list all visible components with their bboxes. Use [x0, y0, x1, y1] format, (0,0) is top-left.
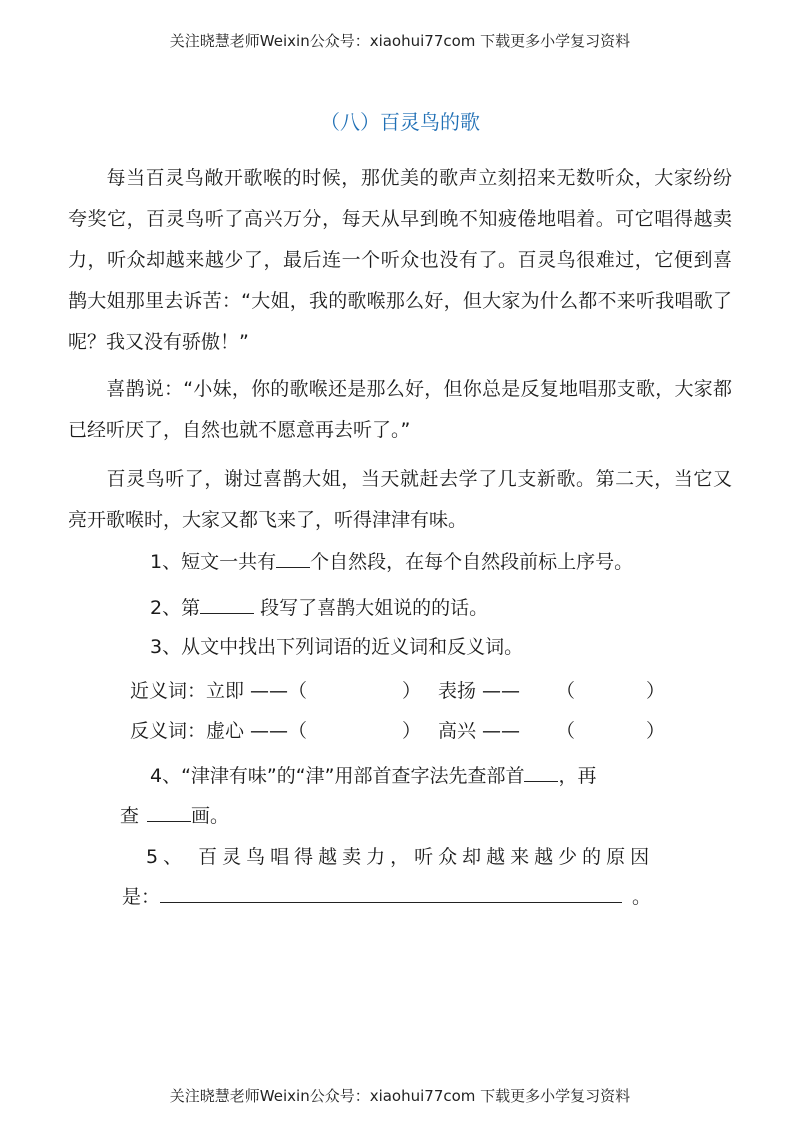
synonym-answer-close: ）: [402, 680, 422, 702]
synonym-2-close: ）: [646, 680, 666, 702]
antonym-row-1: 反义词：虚心 ——（: [130, 720, 308, 742]
page-header: 关注晓慧老师Weixin公众号：xiaohui77com 下载更多小学复习资料: [169, 32, 631, 50]
paragraph-3: 百灵鸟听了，谢过喜鹊大姐，当天就赶去学了几支新歌。第二天，当它又亮开歌喉时，大家又都飞来了，听得津津有味。: [68, 468, 732, 531]
answer-blank[interactable]: [147, 805, 191, 822]
question-4: 4、“津津有味”的“津”用部首查字法先查部首 ，再: [150, 765, 597, 787]
answer-blank[interactable]: [524, 765, 558, 782]
antonym-2-open: （: [556, 720, 576, 742]
synonym-row-2: 表扬 ——: [438, 680, 521, 702]
answer-blank[interactable]: [200, 597, 254, 614]
question-3: 3、从文中找出下列词语的近义词和反义词。: [150, 636, 524, 658]
answer-blank[interactable]: [276, 551, 310, 568]
question-5: 5、 百灵鸟唱得越卖力，听众却越来越少的原因: [146, 846, 655, 868]
question-5-cont: 是： 。: [122, 886, 652, 908]
antonym-row-2: 高兴 ——: [438, 720, 521, 742]
question-4-cont: 查 画。: [120, 805, 230, 827]
paragraph-2: 喜鹊说：“小妹，你的歌喉还是那么好，但你总是反复地唱那支歌，大家都已经听厌了，自然也就不愿意再去听了。”: [68, 378, 732, 441]
page-title: （八）百灵鸟的歌: [320, 110, 480, 134]
answer-blank[interactable]: [160, 886, 622, 903]
question-2: 2、第 段写了喜鹊大姐说的的话。: [150, 597, 489, 619]
paragraph-1: 每当百灵鸟敞开歌喉的时候，那优美的歌声立刻招来无数听众，大家纷纷夸奖它，百灵鸟听了高兴万分，每天从早到晚不知疲倦地唱着。可它唱得越卖力，听众却越来越少了，最后连一个听众也没有了。百灵鸟很难过，它便到喜鹊大姐那里去诉苦：“大姐，我的歌喉那么好，但大家为什么都不来听我唱歌了呢？我又没有骄傲！”: [68, 167, 732, 353]
antonym-answer-close: ）: [402, 720, 422, 742]
synonym-row-1: 近义词：立即 ——（: [130, 680, 308, 702]
synonym-2-open: （: [556, 680, 576, 702]
question-1: 1、短文一共有 个自然段，在每个自然段前标上序号。: [150, 551, 634, 573]
page-footer: 关注晓慧老师Weixin公众号：xiaohui77com 下载更多小学复习资料: [169, 1087, 631, 1105]
antonym-2-close: ）: [646, 720, 666, 742]
